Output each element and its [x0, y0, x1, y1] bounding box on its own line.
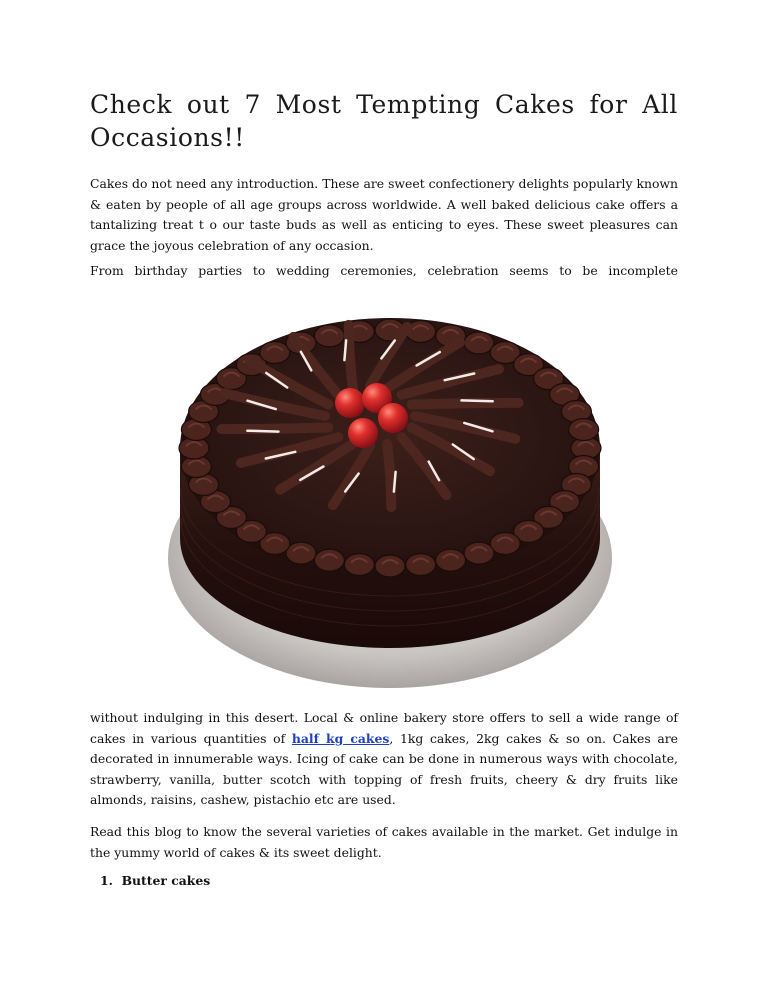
paragraph-celebration: From birthday parties to wedding ceremonies, celebration seems to be incomplete: [90, 263, 678, 278]
cake-illustration: [165, 288, 615, 692]
chocolate-cake-image: [165, 288, 615, 692]
half-kg-cakes-link[interactable]: half kg cakes: [291, 730, 390, 746]
cake-varieties-list: [90, 873, 210, 888]
list-item-number: 1.: [100, 873, 113, 888]
list-item: [90, 873, 210, 888]
paragraph-blog-intro: Read this blog to know the several varieties of cakes available in the market. Get indulge in the yummy world of cakes & its sweet delight.: [90, 824, 678, 860]
paragraph-bakery: [90, 708, 678, 811]
page-title: Check out 7 Most Tempting Cakes for All Occasions!!: [90, 90, 678, 152]
paragraph-bakery-text-1: without indulging in this desert. Local & online bakery store offers to sell a wide range of cakes in various quantities of: [90, 710, 678, 746]
list-item-label: Butter cakes: [121, 873, 211, 888]
intro-paragraph: Cakes do not need any introduction. These are sweet confectionery delights popularly known & eaten by people of all age groups across worldwide. A well baked delicious cake offers a tantalizing treat t o our taste buds as well as enticing to eyes. These sweet pleasures can grace the joyous celebration of any occasion.: [90, 176, 678, 253]
paragraph-bakery-text-2: , 1kg cakes, 2kg cakes & so on. Cakes are decorated in innumerable ways. Icing of cake can be done in numerous ways with chocolate, strawberry, vanilla, butter scotch with topping of fresh fruits, cheery & dry fruits like almonds, raisins, cashew, pistachio etc are used.: [90, 730, 679, 807]
